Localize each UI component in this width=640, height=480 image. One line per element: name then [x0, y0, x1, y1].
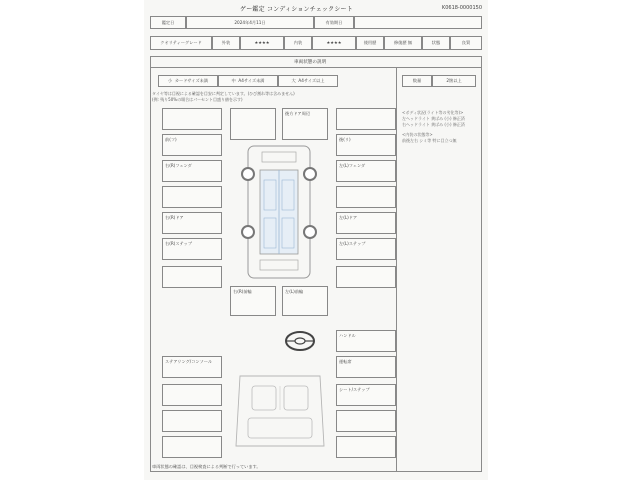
usage-value: 修復歴 無 — [384, 36, 422, 50]
legend-large-code: 大 — [291, 78, 296, 84]
interior-diagram — [230, 366, 330, 456]
interior-right-box-4 — [336, 436, 396, 458]
legend-small-code: 小 — [167, 78, 173, 84]
rear-left-box: 右(R)前輪 — [230, 286, 276, 316]
legend-medium — [218, 75, 278, 87]
side-note-2: 左ヘッドライト 黄ばみ (小) 修正済 — [402, 116, 465, 121]
usage-label: 使用歴 — [356, 36, 384, 50]
expiry-value — [354, 16, 482, 29]
legend-large-desc: A4サイズ以上 — [298, 78, 325, 84]
status-label: 状態 — [422, 36, 450, 50]
left-damage-box-3 — [162, 186, 222, 208]
left-damage-box-5: 右(R)ステップ — [162, 238, 222, 260]
right-damage-box-2: 左(L)フェンダ — [336, 160, 396, 182]
interior-left-box-0: ステアリング/コンソール — [162, 356, 222, 378]
interior-right-box-0: ハンドル — [336, 330, 396, 352]
section-title: 車両状態の説明 — [294, 60, 327, 65]
interior-rating: ★★★★ — [312, 36, 356, 50]
exterior-rating: ★★★★ — [240, 36, 284, 50]
right-damage-box-6 — [336, 266, 396, 288]
steering-wheel-icon — [284, 330, 316, 352]
right-damage-box-3 — [336, 186, 396, 208]
document-id: K0618-0000150 — [441, 5, 482, 11]
interior-right-box-2: シート/ステップ — [336, 384, 396, 406]
note-line-1: タイヤ等は目視による確認を目安に判定しています。(ひび割れ等は含みません) — [152, 91, 295, 96]
left-damage-box-4: 右(R)ドア — [162, 212, 222, 234]
side-note-1: <ボディ状況(ライト等の劣化等)> — [402, 110, 464, 115]
status-value: 良質 — [450, 36, 482, 50]
right-damage-box-4: 左(L)ドア — [336, 212, 396, 234]
left-damage-box-0 — [162, 108, 222, 130]
interior-right-box-1: 運転席 — [336, 356, 396, 378]
legend-large — [278, 75, 338, 87]
legend-small — [158, 75, 218, 87]
right-damage-box-1: 後(リ) — [336, 134, 396, 156]
grade-label: クオリティーグレード — [150, 36, 212, 50]
footer-note: 車両状態の確認は、目視検査による判断で行っています。 — [152, 464, 261, 469]
right-damage-box-0 — [336, 108, 396, 130]
side-note-5: 前後左右 シミ等 特に目立つ無 — [402, 138, 457, 143]
interior-right-box-3 — [336, 410, 396, 432]
date-label: 鑑定日 — [150, 16, 186, 29]
legend-medium-desc: A4サイズ未満 — [238, 78, 265, 84]
condition-sheet — [144, 0, 488, 480]
notes-divider — [396, 68, 397, 472]
interior-label: 内装 — [284, 36, 312, 50]
right-damage-box-5: 左(L)ステップ — [336, 238, 396, 260]
interior-left-box-1 — [162, 384, 222, 406]
left-damage-box-2: 右(R)フェンダ — [162, 160, 222, 182]
left-damage-box-6 — [162, 266, 222, 288]
note-line-2: (例: 残り50%の場合はパーセント目盛り値を示す) — [152, 97, 243, 102]
expiry-label: 有効期日 — [314, 16, 354, 29]
rear-right-box: 左(L)前輪 — [282, 286, 328, 316]
legend-medium-code: 中 — [231, 78, 236, 84]
front-left-box — [230, 108, 276, 140]
left-damage-box-1: 前(フ) — [162, 134, 222, 156]
count-label: 数量 — [402, 75, 432, 87]
date-value: 2024年4月11日 — [186, 16, 314, 29]
front-right-box: 後方ドア周辺 — [282, 108, 328, 140]
side-note-4: <内装の状態等> — [402, 132, 433, 137]
interior-left-box-3 — [162, 436, 222, 458]
count-value: 2箇以上 — [432, 75, 476, 87]
interior-left-box-2 — [162, 410, 222, 432]
exterior-label: 外装 — [212, 36, 240, 50]
document-title: ゲー鑑定 コンディションチェックシート — [240, 6, 353, 13]
car-top-view-diagram — [234, 140, 324, 284]
legend-small-desc: カードサイズ未満 — [174, 78, 209, 84]
side-note-3: 右ヘッドライト 黄ばみ (小) 修正済 — [402, 122, 465, 127]
